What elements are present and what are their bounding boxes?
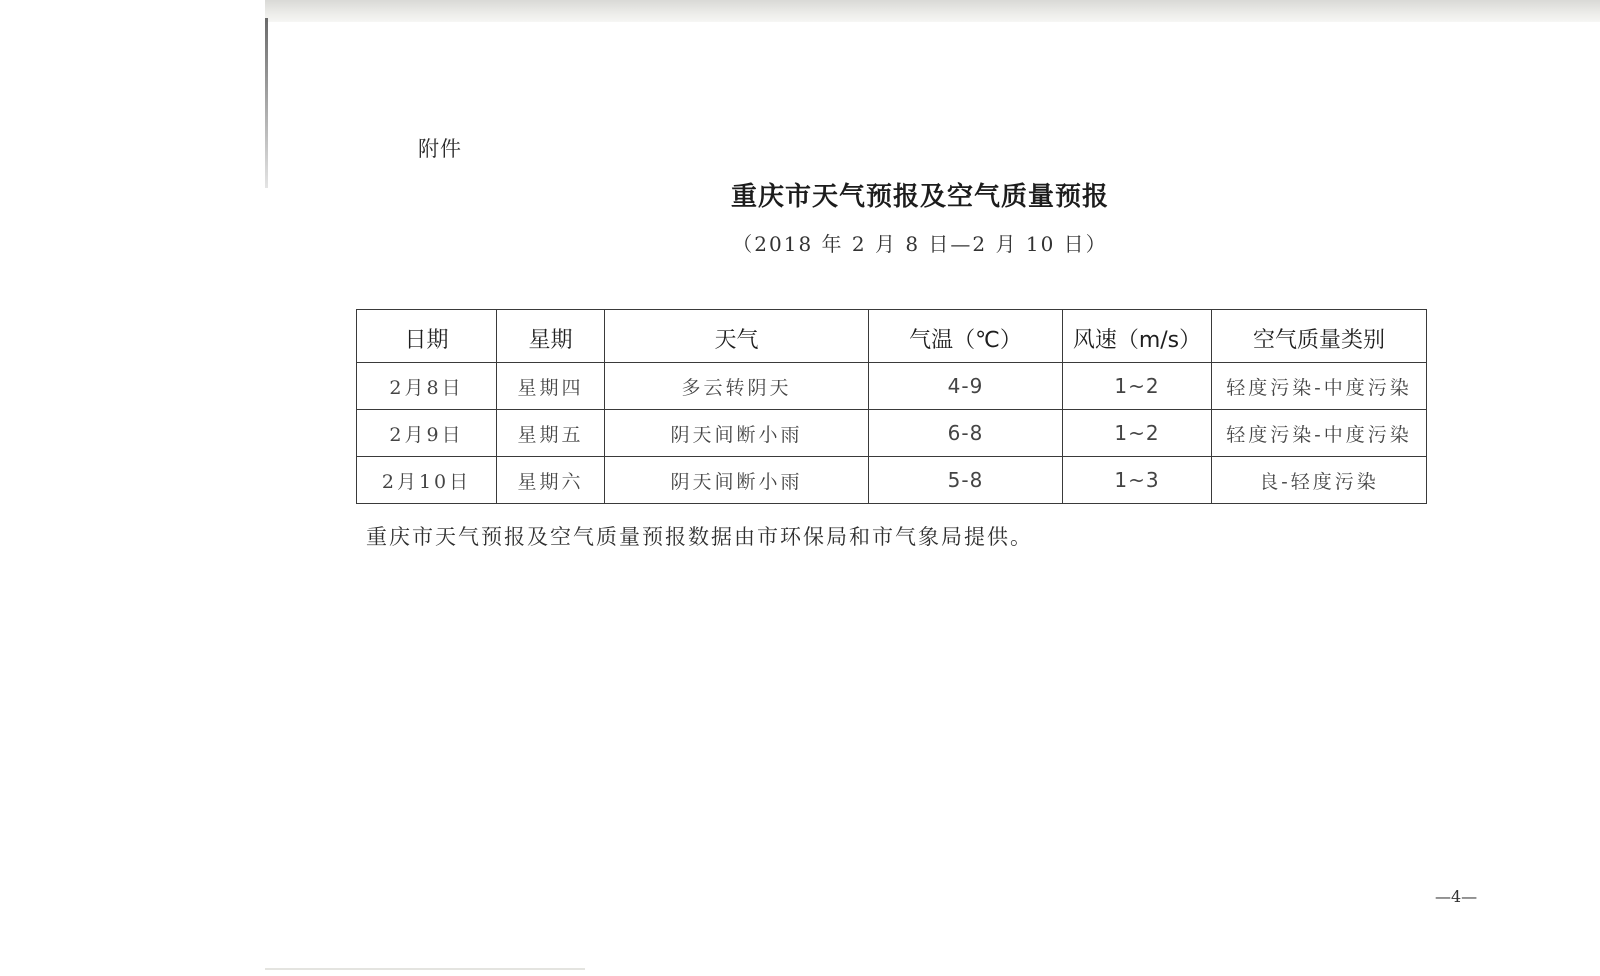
- header-date: 日期: [357, 310, 497, 363]
- header-weekday: 星期: [497, 310, 605, 363]
- cell-weekday: 星期五: [497, 410, 605, 457]
- document-title: 重庆市天气预报及空气质量预报: [730, 182, 1109, 212]
- cell-weekday: 星期六: [497, 457, 605, 504]
- page-number: —4—: [1435, 887, 1478, 906]
- cell-weather: 阴天间断小雨: [605, 457, 869, 504]
- header-temperature: 气温（℃）: [869, 310, 1063, 363]
- cell-air-quality: 良-轻度污染: [1212, 457, 1427, 504]
- cell-temperature: 5-8: [869, 457, 1063, 504]
- cell-air-quality: 轻度污染-中度污染: [1212, 410, 1427, 457]
- table-row: [357, 410, 1427, 457]
- cell-weekday: 星期四: [497, 363, 605, 410]
- cell-wind-speed: 1~2: [1063, 363, 1212, 410]
- table-row: [357, 457, 1427, 504]
- cell-wind-speed: 1~2: [1063, 410, 1212, 457]
- cell-wind-speed: 1~3: [1063, 457, 1212, 504]
- document-subtitle: （2018 年 2 月 8 日—2 月 10 日）: [732, 232, 1108, 256]
- scan-top-shadow: [265, 0, 1600, 22]
- cell-air-quality: 轻度污染-中度污染: [1212, 363, 1427, 410]
- table-row: [357, 363, 1427, 410]
- header-weather: 天气: [605, 310, 869, 363]
- cell-weather: 多云转阴天: [605, 363, 869, 410]
- attachment-label: 附件: [418, 137, 462, 161]
- scan-bottom-edge: [265, 968, 585, 970]
- header-air-quality: 空气质量类别: [1212, 310, 1427, 363]
- cell-date: 2月10日: [357, 457, 497, 504]
- footnote: 重庆市天气预报及空气质量预报数据由市环保局和市气象局提供。: [366, 525, 1033, 549]
- cell-temperature: 6-8: [869, 410, 1063, 457]
- cell-weather: 阴天间断小雨: [605, 410, 869, 457]
- cell-temperature: 4-9: [869, 363, 1063, 410]
- table-header-row: [357, 310, 1427, 363]
- cell-date: 2月8日: [357, 363, 497, 410]
- header-wind-speed: 风速（m/s）: [1063, 310, 1212, 363]
- cell-date: 2月9日: [357, 410, 497, 457]
- forecast-table: [356, 309, 1427, 504]
- scan-left-edge: [265, 18, 268, 188]
